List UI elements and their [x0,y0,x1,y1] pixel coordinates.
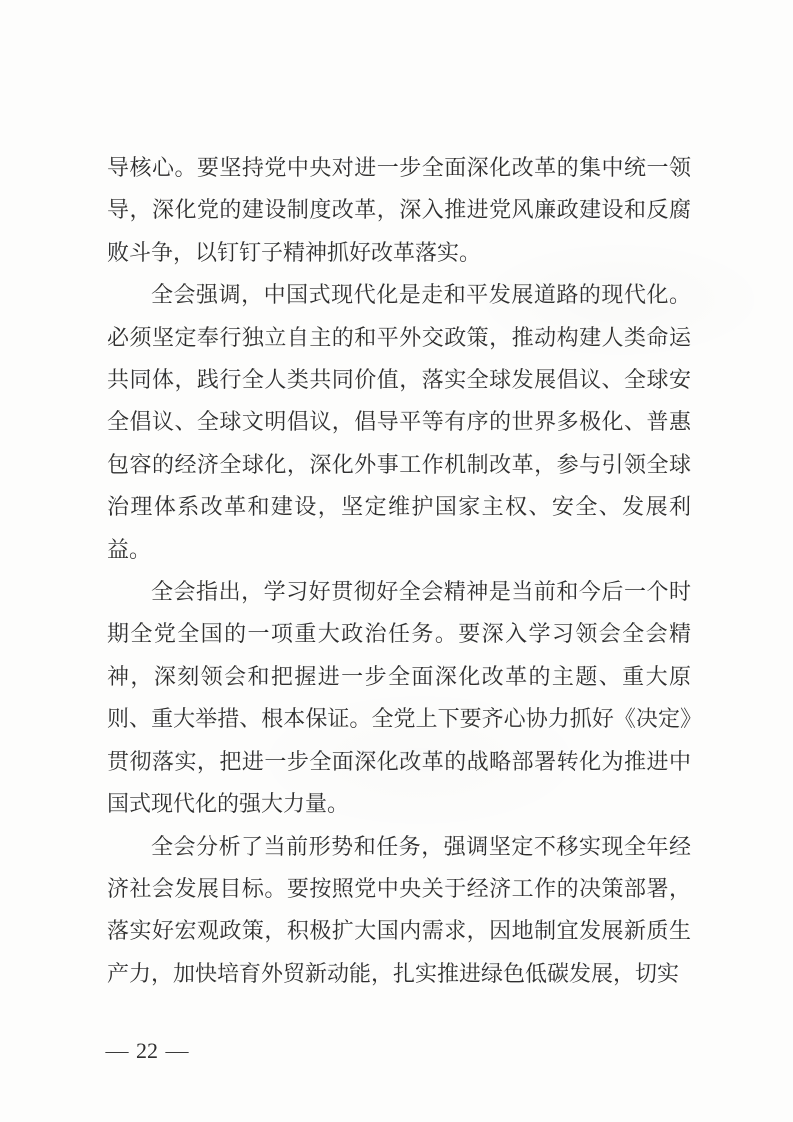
paragraph-plenum-analyzed: 全会分析了当前形势和任务，强调坚定不移实现全年经济社会发展目标。要按照党中央关于经济工作的决策部署，落实好宏观政策，积极扩大国内需求，因地制宜发展新质生产力，加快培育外贸新动能，扎实推进绿色低碳发展，切实 [107,833,691,986]
footer-dash-left: — [105,1039,129,1062]
footer-dash-right: — [165,1039,189,1062]
paragraph-plenum-pointed-out: 全会指出，学习好贯彻好全会精神是当前和今后一个时期全党全国的一项重大政治任务。要深入学习领会全会精神，深刻领会和把握进一步全面深化改革的主题、重大原则、重大举措、根本保证。全党上下要齐心协力抓好《决定》贯彻落实，把进一步全面深化改革的战略部署转化为推进中国式现代化的强大力量。 [107,579,691,817]
paragraph-leadership-core: 导核心。要坚持党中央对进一步全面深化改革的集中统一领导，深化党的建设制度改革，深入推进党风廉政建设和反腐败斗争，以钉钉子精神抓好改革落实。 [107,155,691,265]
document-body [107,147,691,995]
page-number: 22 [136,1038,158,1063]
paragraph-plenum-emphasized: 全会强调，中国式现代化是走和平发展道路的现代化。必须坚定奉行独立自主的和平外交政策，推动构建人类命运共同体，践行全人类共同价值，落实全球发展倡议、全球安全倡议、全球文明倡议，倡导平等有序的世界多极化、普惠包容的经济全球化，深化外事工作机制改革，参与引领全球治理体系改革和建设，坚定维护国家主权、安全、发展利益。 [107,282,691,562]
page-footer [107,1038,187,1064]
